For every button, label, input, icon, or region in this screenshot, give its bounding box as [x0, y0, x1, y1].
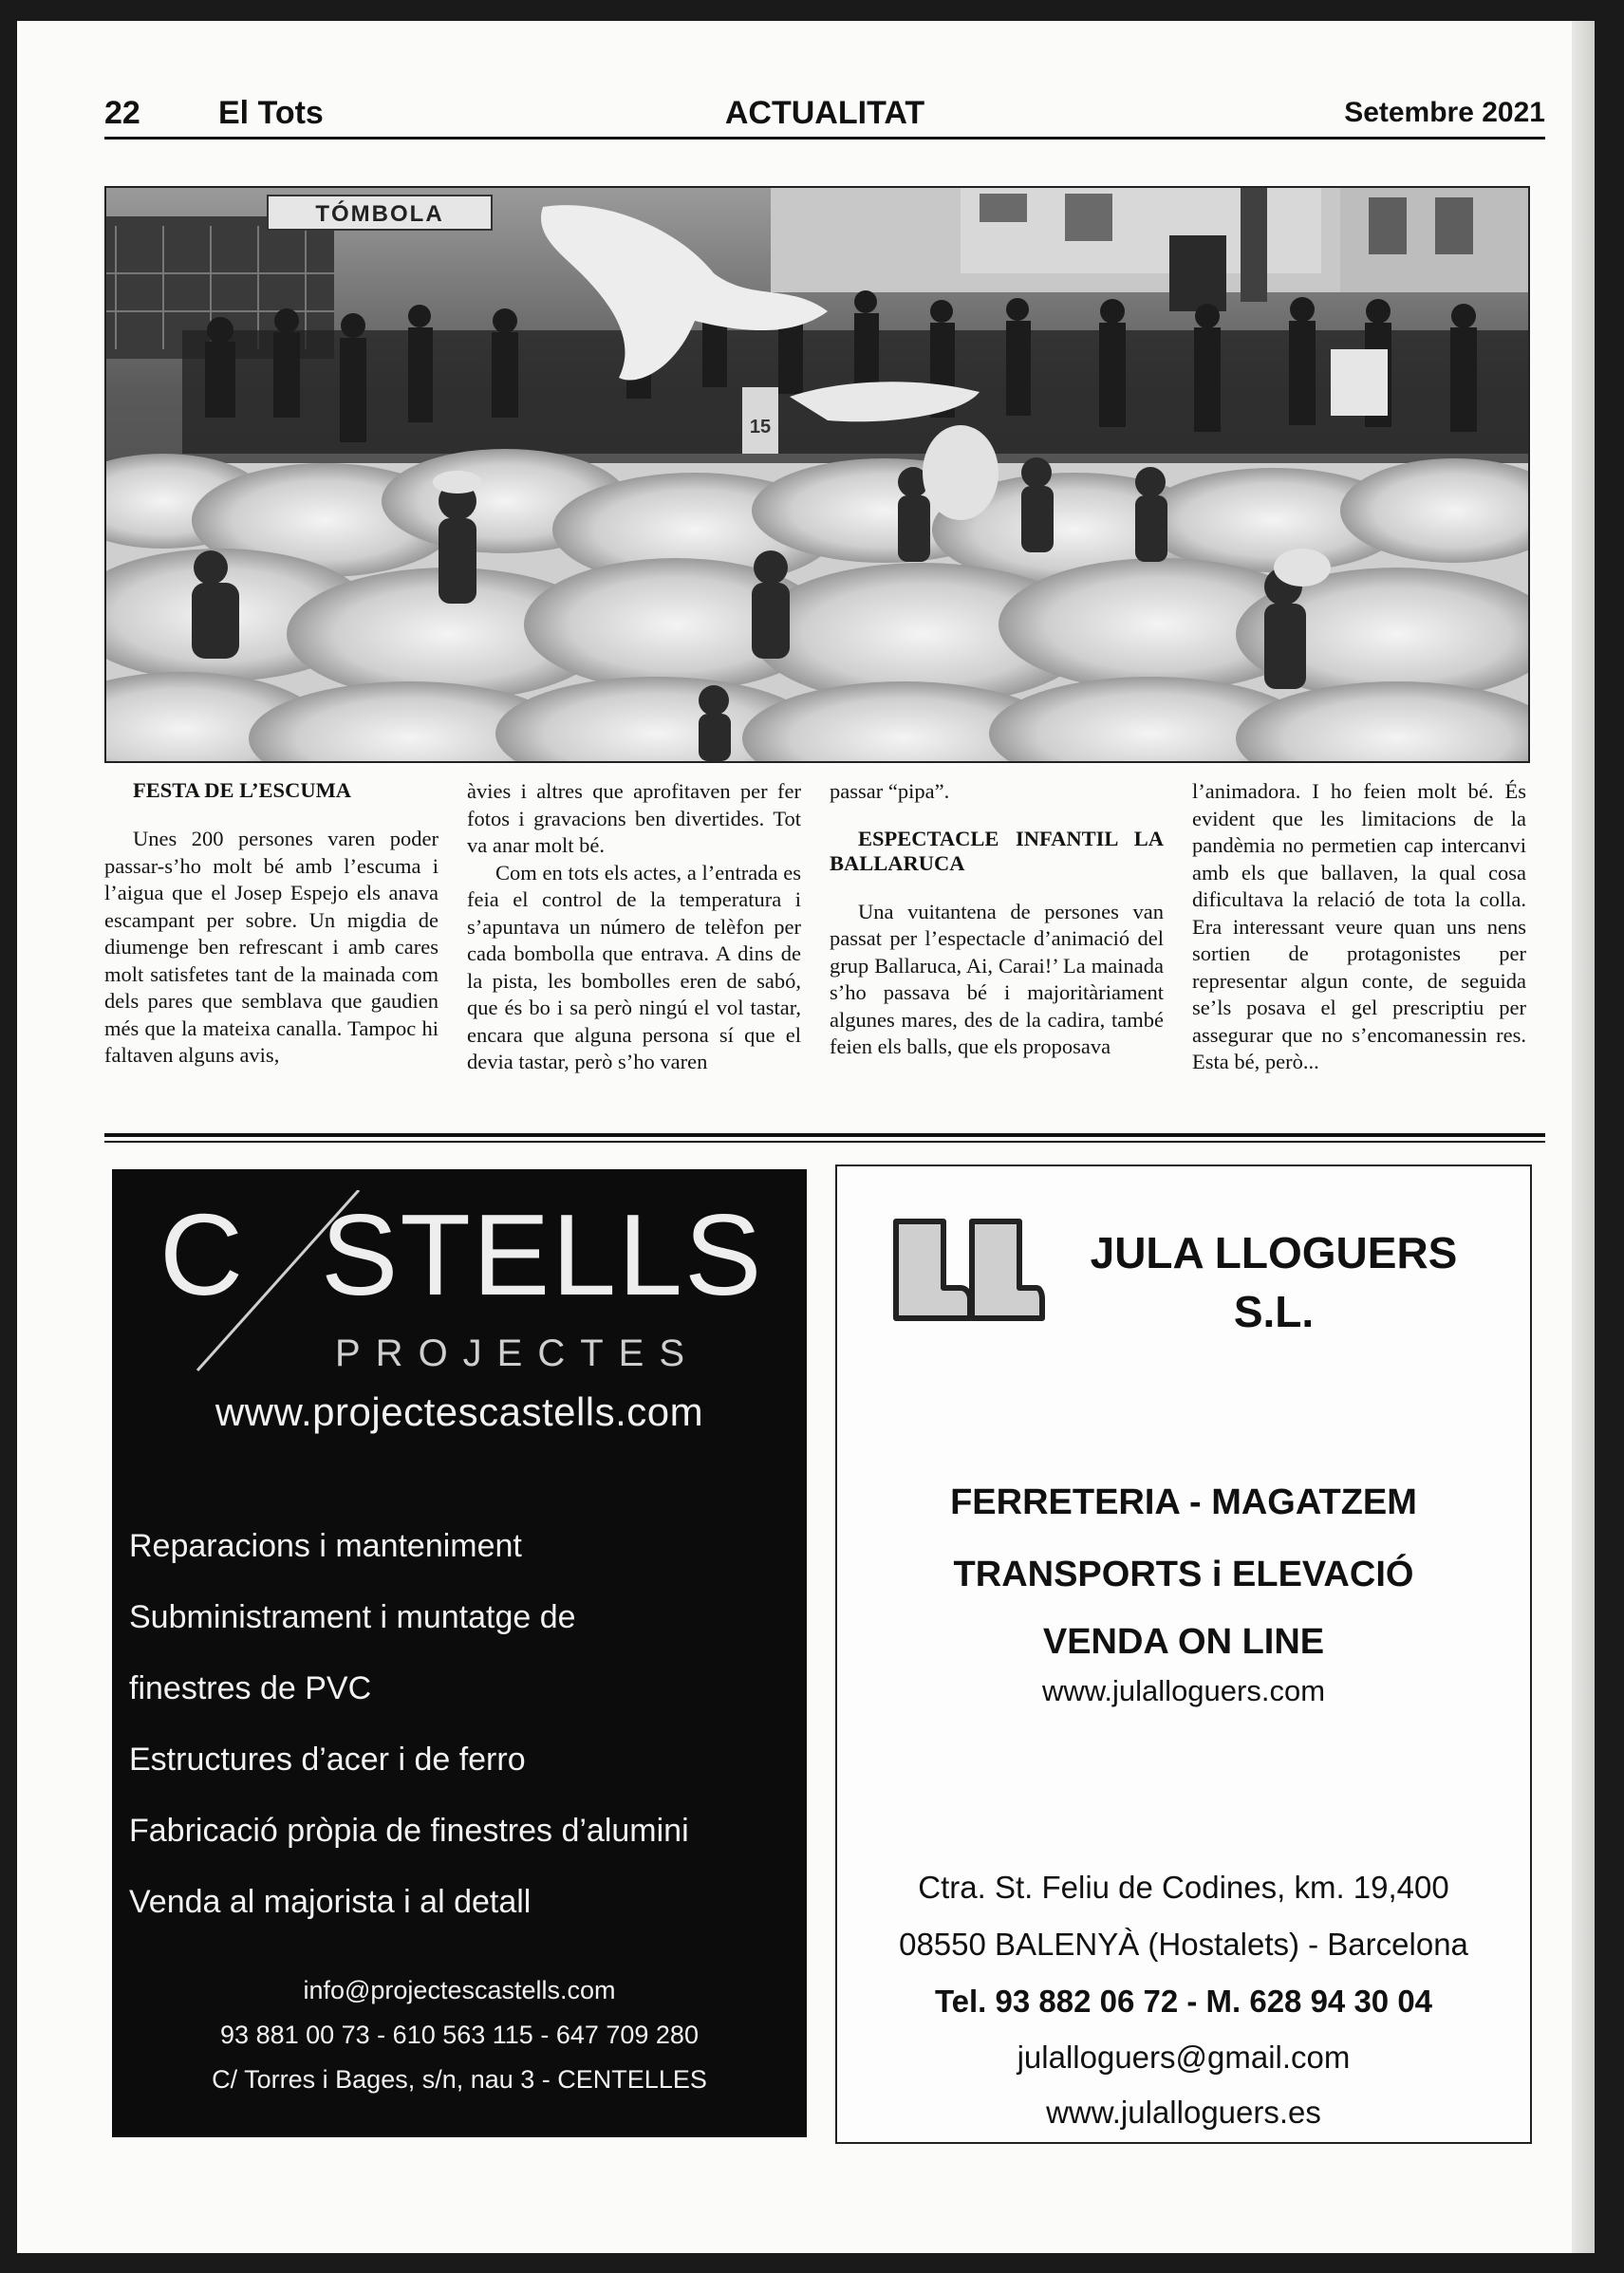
shirt-number: 15	[749, 417, 772, 438]
jula-address-line: 08550 BALENYÀ (Hostalets) - Barcelona	[899, 1927, 1468, 1962]
service-item: Subministrament i muntatge de	[129, 1599, 576, 1635]
logo-projectes: PROJECTES	[335, 1332, 700, 1374]
header-rule	[104, 137, 1545, 140]
service-line: TRANSPORTS i ELEVACIÓ	[953, 1555, 1414, 1594]
article-paragraph: Com en tots els actes, a l’entrada es feia el control de la temperatura i s’apuntava un número de telèfon per cada bombolla que entrava. A dins de la pista, les bombolles eren de sabó, que és bo i sa però ningú el vol tastar, encara que alguna persona sí que el devia tastar, però s’ho varen	[467, 860, 801, 1073]
jula-services	[837, 1466, 1530, 1709]
company-name-suffix: S.L.	[1233, 1287, 1315, 1336]
jula-company-name	[1046, 1223, 1502, 1341]
jula-contact	[837, 1859, 1530, 2140]
article-heading-espectacle: ESPECTACLE INFANTIL LA BALLARUCA	[830, 826, 1164, 875]
castells-url[interactable]: www.projectescastells.com	[215, 1389, 704, 1434]
article-paragraph: àvies i altres que aprofitaven per fer fotos i gravacions ben divertides. Tot va anar molt bé.	[467, 779, 801, 857]
logo-letter-c: C	[159, 1190, 244, 1319]
service-line: FERRETERIA - MAGATZEM	[950, 1482, 1417, 1522]
article-column-4	[1192, 778, 1526, 1076]
jula-email[interactable]: julalloguers@gmail.com	[1017, 2040, 1351, 2075]
service-item: Reparacions i manteniment	[129, 1528, 522, 1564]
castells-address: C/ Torres i Bages, s/n, nau 3 - CENTELLES	[212, 2065, 707, 2094]
section-divider-thin	[104, 1141, 1545, 1143]
photo-illustration	[106, 188, 1528, 761]
service-line: VENDA ON LINE	[1042, 1622, 1325, 1662]
publication-name: El Tots	[218, 95, 324, 131]
section-divider	[104, 1133, 1545, 1137]
jula-phones: Tel. 93 882 06 72 - M. 628 94 30 04	[934, 1984, 1433, 2019]
logo-stells: STELLS	[321, 1190, 764, 1319]
article-column-2	[467, 778, 801, 1076]
castells-contact	[112, 1968, 807, 2102]
jula-advertisement	[835, 1164, 1532, 2144]
castells-logo	[159, 1190, 767, 1380]
castells-email[interactable]: info@projectescastells.com	[303, 1976, 616, 2004]
article-paragraph: passar “pipa”.	[830, 779, 950, 803]
section-title: ACTUALITAT	[724, 95, 925, 131]
article-paragraph: Unes 200 persones varen poder passar-s’ho molt bé amb l’escuma i l’aigua que el Josep Espejo els anava escampant per sobre. Un migdia de diumenge ben refrescant i amb cares molt satisfetes tant de la mainada com dels pares que semblava que gaudien més que la mateixa canalla. Tampoc hi faltaven alguns avis,	[104, 827, 439, 1067]
article-column-1	[104, 778, 439, 1070]
foam-party-photo	[104, 186, 1530, 763]
article-paragraph: Una vuitantena de persones van passat per l’espectacle d’animació del grup Ballaruca, Ai, Carai!’ La mainada s’ho passava bé i majoritàriament algunes mares, des de la cadira, també feien els balls, que els proposava	[830, 899, 1164, 1058]
service-item: Estructures d’acer i de ferro	[129, 1742, 526, 1778]
jula-address-line: Ctra. St. Feliu de Codines, km. 19,400	[918, 1870, 1449, 1905]
castells-phones: 93 881 00 73 - 610 563 115 - 647 709 280	[220, 2021, 699, 2049]
page-header	[104, 95, 1545, 133]
page-number: 22	[104, 95, 140, 131]
jula-url-com[interactable]: www.julalloguers.com	[1041, 1674, 1326, 1707]
service-item: finestres de PVC	[129, 1670, 372, 1706]
article-heading-festa: FESTA DE L’ESCUMA	[133, 778, 352, 802]
castells-advertisement	[112, 1169, 807, 2137]
newspaper-page	[17, 21, 1595, 2253]
service-item: Venda al majorista i al detall	[129, 1884, 532, 1920]
service-item: Fabricació pròpia de finestres d’alumini	[129, 1813, 689, 1849]
services-list	[129, 1511, 689, 1938]
article-paragraph: l’animadora. I ho feien molt bé. És evident que les limitacions de la pandèmia no permetien cap intercanvi amb els que ballaven, la qual cosa dificultava la relació de tota la colla. Era interessant veure quan uns nens sortien de protagonistes per representar algun conte, de seguida se’ls posava el gel prescriptiu per assegurar que no s’encomanessin res. Esta bé, però...	[1192, 779, 1526, 1073]
page-spine	[1572, 21, 1595, 2253]
issue-date: Setembre 2021	[1344, 97, 1545, 128]
tombola-sign: TÓMBOLA	[315, 201, 444, 227]
company-name-line: JULA LLOGUERS	[1090, 1228, 1458, 1277]
jula-url-es[interactable]: www.julalloguers.es	[1046, 2095, 1321, 2130]
boots-logo-icon	[885, 1214, 1046, 1328]
article-column-3	[830, 778, 1164, 1061]
